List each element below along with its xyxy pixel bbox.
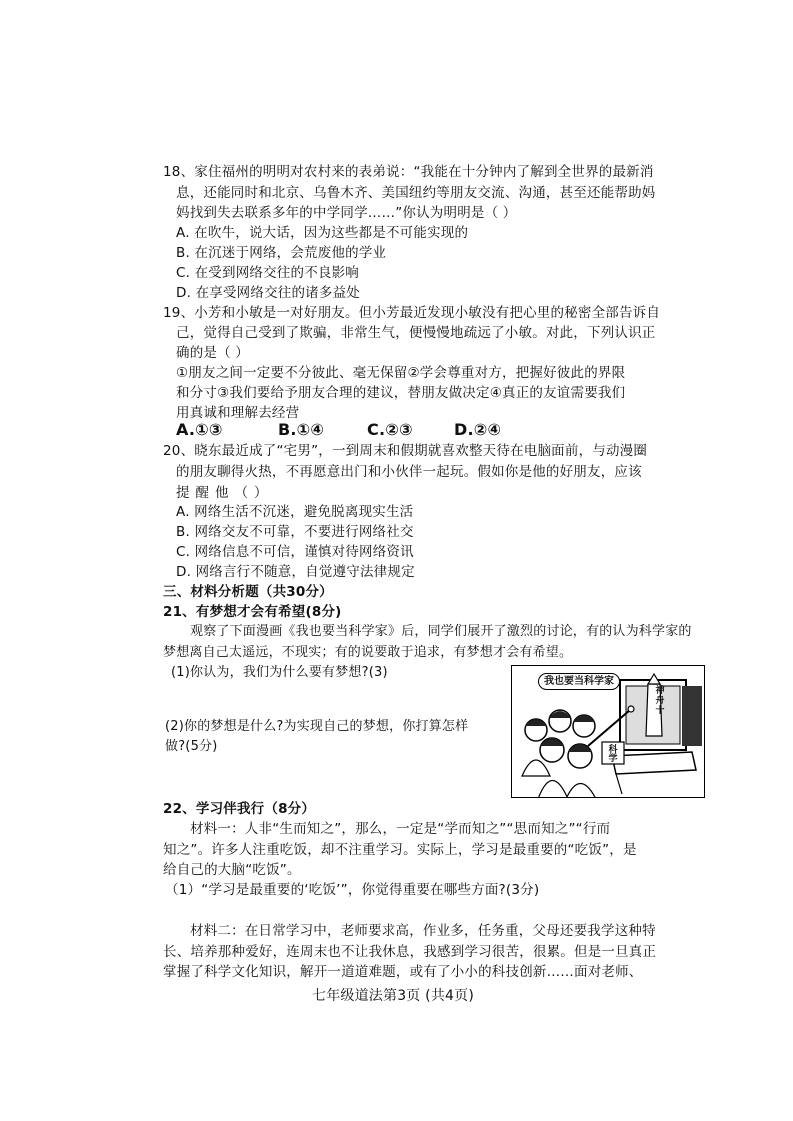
q20-option-d: D. 网络言行不随意，自觉遵守法律规定	[176, 564, 415, 580]
page-footer: 七年级道法第3页 (共4页)	[312, 988, 474, 1004]
q19-line3: 确的是（ ）	[176, 345, 249, 361]
q19-option-c: C.②③	[367, 420, 413, 439]
q19-line4: ①朋友之间一定要不分彼此、毫无保留②学会尊重对方，把握好彼此的界限	[176, 365, 626, 381]
q18-option-a: A. 在吹牛，说大话，因为这些都是不可能实现的	[176, 225, 469, 241]
q18-option-d: D. 在享受网络交往的诸多益处	[176, 285, 360, 301]
q21-para-line2: 梦想离自己太遥远，不现实；有的说要敢于追求，有梦想才会有希望。	[163, 645, 573, 660]
q20-option-b: B. 网络交友不可靠，不要进行网络社交	[176, 524, 414, 540]
q18-line1: 18、家住福州的明明对农村来的表弟说：“我能在十分钟内了解到全世界的最新消	[163, 164, 654, 180]
q22-sub1: （1）“学习是最重要的‘吃饭’”，你觉得重要在哪些方面?(3分)	[165, 882, 540, 898]
q19-option-b: B.①④	[278, 420, 325, 439]
q20-option-a: A. 网络生活不沉迷，避免脱离现实生活	[176, 504, 414, 520]
q19-line5: 和分寸③我们要给予朋友合理的建议，替朋友做决定④真正的友谊需要我们	[176, 385, 626, 401]
q20-line2: 的朋友聊得火热，不再愿意出门和小伙伴一起玩。假如你是他的好朋友，应该	[176, 464, 642, 480]
q19-line1: 19、小芳和小敏是一对好朋友。但小芳最近发现小敏没有把心里的秘密全部告诉自	[163, 305, 661, 321]
q22-material1-line2: 知之”。许多人注重吃饭，却不注重学习。实际上，学习是最重要的“吃饭”，是	[163, 842, 637, 858]
q22-material1-line3: 给自己的大脑“吃饭”。	[163, 862, 301, 878]
cartoon-illustration	[511, 665, 705, 798]
q21-sub1: (1)你认为，我们为什么要有梦想?(3)	[171, 665, 388, 680]
q19-option-a: A.①③	[176, 420, 223, 439]
q18-line2: 息，还能同时和北京、乌鲁木齐、美国纽约等朋友交流、沟通，甚至还能帮助妈	[176, 185, 656, 201]
cartoon-sign-text: 科学	[608, 745, 618, 764]
q18-line3: 妈找到失去联系多年的中学同学……”你认为明明是（ ）	[176, 205, 517, 221]
q21-title: 21、有梦想才会有希望(8分)	[163, 604, 342, 620]
q18-option-c: C. 在受到网络交往的不良影响	[176, 265, 360, 281]
q22-material1-line1: 材料一：人非“生而知之”，那么，一定是“学而知之”“思而知之”“行而	[190, 821, 611, 837]
cartoon-tv-text: 神舟十	[655, 686, 665, 716]
q19-line2: 己，觉得自己受到了欺骗，非常生气，便慢慢地疏远了小敏。对此，下列认识正	[176, 325, 656, 341]
q21-para-line1: 观察了下面漫画《我也要当科学家》后，同学们展开了激烈的讨论，有的认为科学家的	[190, 624, 692, 639]
q19-option-d: D.②④	[454, 420, 502, 439]
cartoon-caption: 我也要当科学家	[538, 673, 620, 690]
q21-sub2-line2: 做?(5分)	[165, 739, 218, 754]
q21-sub2-line1: (2)你的梦想是什么?为实现自己的梦想，你打算怎样	[165, 719, 469, 734]
q22-material2-line2: 长、培养那种爱好，连周末也不让我休息，我感到学习很苦，很累。但是一旦真正	[163, 944, 657, 960]
q18-option-b: B. 在沉迷于网络，会荒废他的学业	[176, 245, 387, 261]
section-heading: 三、材料分析题（共30分）	[163, 584, 333, 600]
q20-line1: 20、晓东最近成了“宅男”，一到周末和假期就喜欢整天待在电脑面前，与动漫圈	[163, 443, 648, 459]
q22-material2-line1: 材料二：在日常学习中，老师要求高，作业多，任务重，父母还要我学这种特	[190, 923, 656, 939]
q19-line6: 用真诚和理解去经营	[176, 405, 300, 421]
q22-material2-line3: 掌握了科学文化知识，解开一道道难题，或有了小小的科技创新……面对老师、	[163, 964, 643, 980]
q20-line3: 提醒他（）	[176, 485, 274, 501]
q22-title: 22、学习伴我行（8分）	[163, 801, 316, 817]
q20-option-c: C. 网络信息不可信，谨慎对待网络资讯	[176, 544, 414, 560]
